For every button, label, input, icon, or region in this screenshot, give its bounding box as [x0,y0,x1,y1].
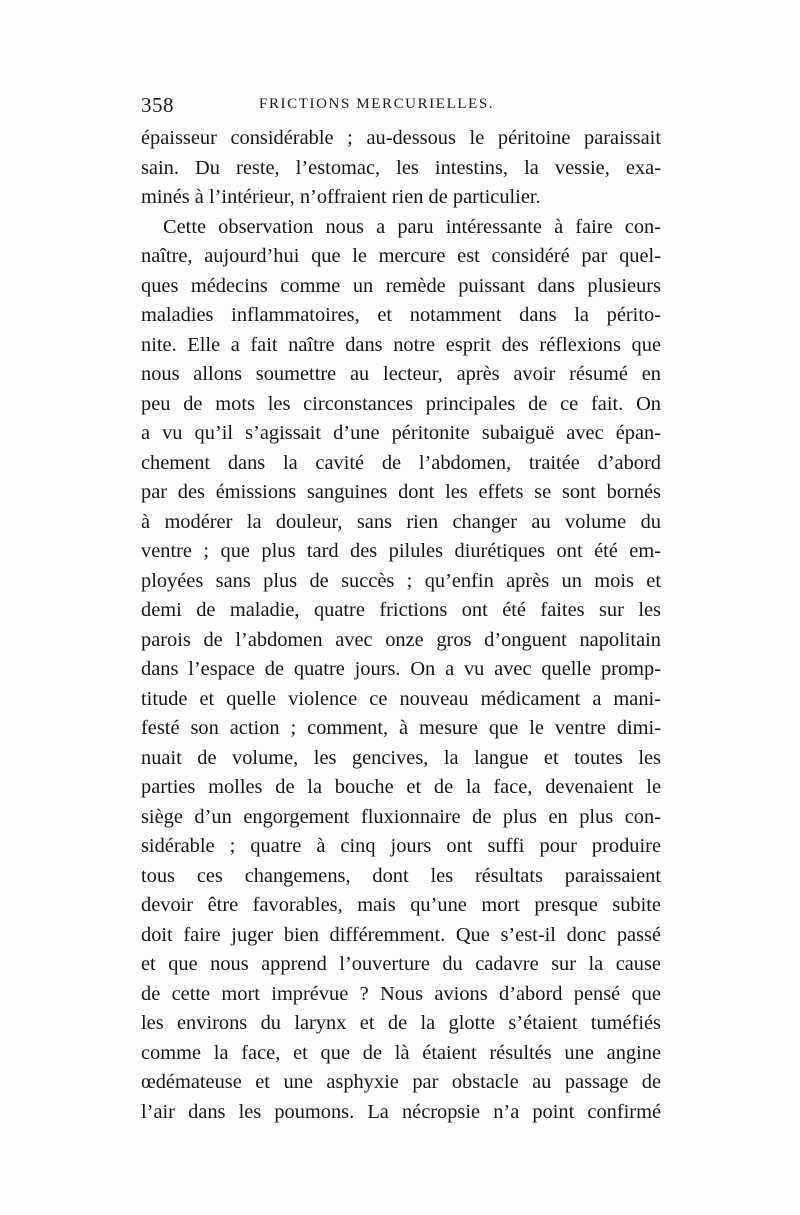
text-line: les environs du larynx et de la glotte s’étaient tuméfiés [141,1012,661,1034]
text-line: l’air dans les poumons. La nécropsie n’a point confirmé [141,1100,661,1123]
text-line: épaisseur considérable ; au-dessous le péritoine paraissait [141,127,661,149]
text-line: demi de maladie, quatre frictions ont été faites sur les [141,599,661,621]
text-line: naître, aujourd’hui que le mercure est considéré par quel- [141,245,661,267]
text-line: de cette mort imprévue ? Nous avions d’abord pensé que [141,982,661,1005]
page-header [141,93,661,123]
text-line: siège d’un engorgement fluxionnaire de plus en plus con- [141,805,661,828]
text-line: ployées sans plus de succès ; qu’enfin après un mois et [141,569,661,592]
text-line: à modérer la douleur, sans rien changer au volume du [141,510,661,533]
text-line: Cette observation nous a paru intéressante à faire con- [163,215,661,238]
text-line: par des émissions sanguines dont les effets se sont bornés [141,481,661,503]
text-line: titude et quelle violence ce nouveau médicament a mani- [141,687,661,710]
text-line: sain. Du reste, l’estomac, les intestins, la vessie, exa- [141,156,661,179]
text-line: devoir être favorables, mais qu’une mort presque subite [141,894,661,916]
text-line: nous allons soumettre au lecteur, après avoir résumé en [141,363,661,385]
text-line: ventre ; que plus tard des pilules diurétiques ont été em- [141,540,661,562]
text-line: minés à l’intérieur, n’offraient rien de particulier. [141,186,541,208]
text-line: comme la face, et que de là étaient résultés une angine [141,1041,661,1064]
text-line: parois de l’abdomen avec onze gros d’onguent napolitain [141,628,661,651]
text-line: dans l’espace de quatre jours. On a vu avec quelle promp- [141,658,661,680]
text-line: et que nous apprend l’ouverture du cadavre sur la cause [141,953,661,975]
text-line: tous ces changemens, dont les résultats paraissaient [141,864,661,887]
text-line: doit faire juger bien différemment. Que s’est-il donc passé [141,923,661,946]
text-line: nite. Elle a fait naître dans notre esprit des réflexions que [141,333,661,356]
page-number: 358 [141,93,174,117]
text-line: parties molles de la bouche et de la face, devenaient le [141,776,661,798]
text-line: sidérable ; quatre à cinq jours ont suffi pour produire [141,835,661,857]
text-line: ques médecins comme un remède puissant dans plusieurs [141,274,661,297]
text-line: a vu qu’il s’agissait d’une péritonite subaiguë avec épan- [141,422,661,444]
body-text [141,124,661,1127]
running-title: FRICTIONS MERCURIELLES. [259,96,495,112]
text-line: chement dans la cavité de l’abdomen, traitée d’abord [141,451,661,474]
text-line: peu de mots les circonstances principales de ce fait. On [141,392,661,415]
text-line: nuait de volume, les gencives, la langue et toutes les [141,746,661,769]
text-line: maladies inflammatoires, et notamment dans la périto- [141,304,661,326]
text-line: œdémateuse et une asphyxie par obstacle au passage de [141,1071,661,1093]
text-line: festé son action ; comment, à mesure que le ventre dimi- [141,717,661,739]
